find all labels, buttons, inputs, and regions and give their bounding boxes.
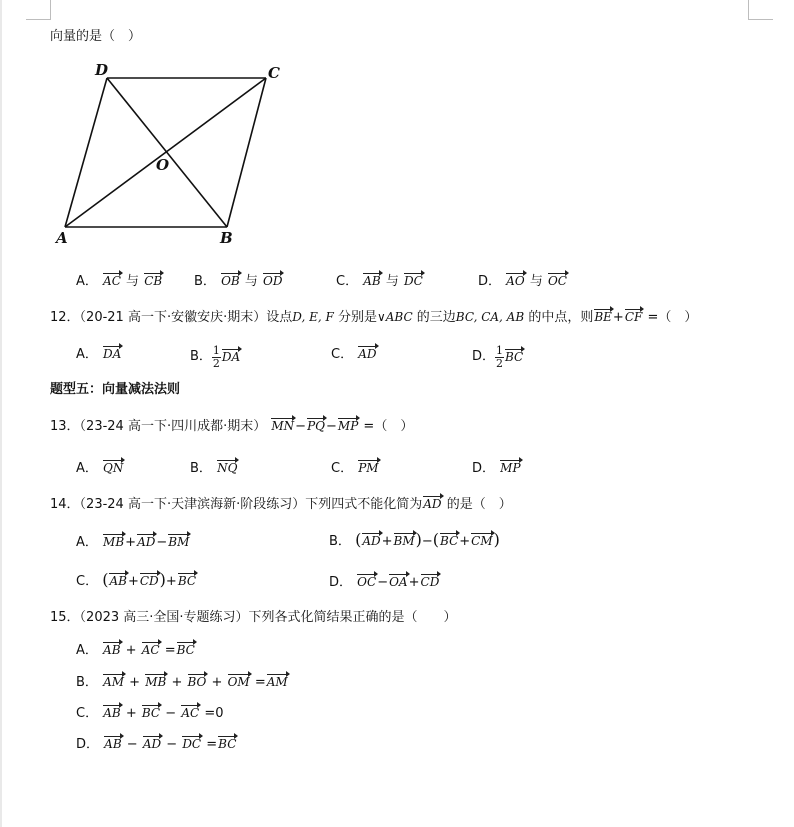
question-number: 14． bbox=[50, 497, 80, 512]
diagonal-ac bbox=[65, 78, 266, 227]
q13-option-a[interactable]: A． QN bbox=[76, 461, 124, 476]
vector: BO bbox=[187, 675, 207, 689]
vector: AB bbox=[363, 274, 381, 288]
vector: MP bbox=[500, 461, 521, 475]
vector: OA bbox=[389, 575, 408, 589]
q11-stem-text: 向量的是（ ） bbox=[50, 29, 142, 44]
vector: CF bbox=[624, 310, 643, 324]
vector: AB bbox=[104, 737, 122, 751]
vector: AB bbox=[103, 643, 121, 657]
question-number: 12． bbox=[50, 310, 80, 325]
fraction: $\frac{1}{2}$ bbox=[212, 343, 220, 370]
question-number: 15． bbox=[50, 610, 80, 625]
vector: OD bbox=[263, 274, 283, 288]
vector: MP bbox=[337, 419, 359, 433]
diagonal-bd bbox=[107, 78, 227, 227]
question-source: （23-24 高一下·天津滨海新·阶段练习） bbox=[79, 497, 306, 512]
vector: AB bbox=[109, 574, 127, 588]
question-source: （2023 高三·全国·专题练习） bbox=[79, 610, 249, 625]
vector: AB bbox=[103, 706, 121, 720]
vector: AC bbox=[181, 706, 200, 720]
vector: BC bbox=[176, 643, 195, 657]
vector: BC bbox=[141, 706, 161, 720]
vector: AM bbox=[266, 675, 288, 689]
vector: CD bbox=[139, 574, 159, 588]
vertex-label-c: C bbox=[268, 64, 280, 82]
vertex-label-b: B bbox=[220, 229, 233, 247]
vector: CD bbox=[420, 575, 440, 589]
vector: OM bbox=[227, 675, 250, 689]
vector: BC bbox=[505, 350, 524, 364]
vector: AD bbox=[362, 534, 381, 548]
vector: MB bbox=[103, 535, 125, 549]
q14-option-b[interactable]: B． (AD+BM)−(BC+CM) bbox=[329, 530, 500, 549]
q14-option-c[interactable]: C． (AB+CD)+BC bbox=[76, 570, 197, 589]
q14-option-a[interactable]: A． MB+AD−BM bbox=[76, 535, 190, 550]
vector: OC bbox=[547, 274, 567, 288]
question-number: 13． bbox=[50, 419, 80, 434]
q11-option-a[interactable]: A． AC 与 CB bbox=[76, 274, 163, 289]
vector: PQ bbox=[307, 419, 325, 433]
q13-stem: 13．（23-24 高一下·四川成都·期末） MN−PQ−MP =（ ） bbox=[50, 419, 414, 434]
q12-stem: 12．（20-21 高一下·安徽安庆·期末）设点D, E, F 分别是∨ABC 的三边BC, CA, AB 的中点，则BE+CF =（ ） bbox=[50, 310, 698, 325]
vector: OB bbox=[221, 274, 240, 288]
vertex-label-d: D bbox=[95, 61, 109, 79]
vector: QN bbox=[103, 461, 124, 475]
q13-option-d[interactable]: D． MP bbox=[472, 461, 521, 476]
answer-blank: （ ） bbox=[374, 419, 414, 434]
vector: AO bbox=[506, 274, 525, 288]
vector: AD bbox=[142, 737, 162, 751]
q13-option-b[interactable]: B． NQ bbox=[190, 461, 238, 476]
vertex-label-a: A bbox=[56, 229, 68, 247]
q14-option-d[interactable]: D． OC−OA+CD bbox=[329, 575, 440, 590]
vector: DA bbox=[103, 347, 122, 361]
question-source: （20-21 高一下·安徽安庆·期末） bbox=[79, 310, 267, 325]
vector: AD bbox=[358, 347, 377, 361]
section-heading: 题型五：向量减法法则 bbox=[50, 382, 181, 397]
side-bc bbox=[227, 78, 266, 227]
vector: BC bbox=[218, 737, 237, 751]
q12-option-c[interactable]: C． AD bbox=[331, 347, 377, 362]
fraction: $\frac{1}{2}$ bbox=[496, 343, 504, 370]
q15-option-c[interactable]: C． AB + BC − AC =0 bbox=[76, 706, 224, 721]
vector: BM bbox=[168, 535, 190, 549]
q15-option-d[interactable]: D． AB − AD − DC =BC bbox=[76, 737, 237, 752]
vector: DC bbox=[182, 737, 202, 751]
vector: BM bbox=[393, 534, 415, 548]
vector: MN bbox=[271, 419, 295, 433]
vector: DA bbox=[221, 350, 241, 364]
vector: BC bbox=[440, 534, 459, 548]
q11-option-b[interactable]: B． OB 与 OD bbox=[194, 274, 283, 289]
q15-stem: 15．（2023 高三·全国·专题练习）下列各式化简结果正确的是（ ） bbox=[50, 610, 457, 625]
q14-stem: 14．（23-24 高一下·天津滨海新·阶段练习）下列四式不能化简为AD 的是（ ） bbox=[50, 497, 512, 512]
vector: MB bbox=[145, 675, 167, 689]
page-corner-mark-right bbox=[748, 0, 773, 20]
parallelogram-figure bbox=[50, 58, 290, 248]
page-edge bbox=[0, 0, 2, 827]
answer-blank: （ ） bbox=[658, 310, 698, 325]
vector: CM bbox=[471, 534, 493, 548]
q15-option-b[interactable]: B． AM + MB + BO + OM =AM bbox=[76, 675, 288, 690]
q12-option-a[interactable]: A． DA bbox=[76, 347, 122, 362]
vector: AM bbox=[103, 675, 125, 689]
q13-option-c[interactable]: C． PM bbox=[331, 461, 379, 476]
vector: AD bbox=[423, 497, 442, 511]
vector: PM bbox=[358, 461, 379, 475]
q15-option-a[interactable]: A． AB + AC =BC bbox=[76, 643, 195, 658]
vector: CB bbox=[144, 274, 163, 288]
q11-option-c[interactable]: C． AB 与 DC bbox=[336, 274, 423, 289]
side-da bbox=[65, 78, 107, 227]
question-source: （23-24 高一下·四川成都·期末） bbox=[79, 419, 267, 434]
vector: AC bbox=[141, 643, 160, 657]
q11-option-d[interactable]: D． AO 与 OC bbox=[478, 274, 567, 289]
q11-stem-tail bbox=[50, 28, 141, 46]
center-label-o: O bbox=[156, 156, 170, 174]
vector: AD bbox=[137, 535, 156, 549]
vector: NQ bbox=[217, 461, 238, 475]
vector: BE bbox=[594, 310, 612, 324]
page-corner-mark-left bbox=[26, 0, 51, 20]
vector: BC bbox=[177, 574, 197, 588]
q12-option-d[interactable]: D． $\frac{1}{2}$ BC bbox=[472, 343, 524, 370]
vector: AC bbox=[103, 274, 121, 288]
vector: OC bbox=[357, 575, 377, 589]
vector: DC bbox=[404, 274, 423, 288]
q12-option-b[interactable]: B． $\frac{1}{2}$ DA bbox=[190, 343, 241, 370]
